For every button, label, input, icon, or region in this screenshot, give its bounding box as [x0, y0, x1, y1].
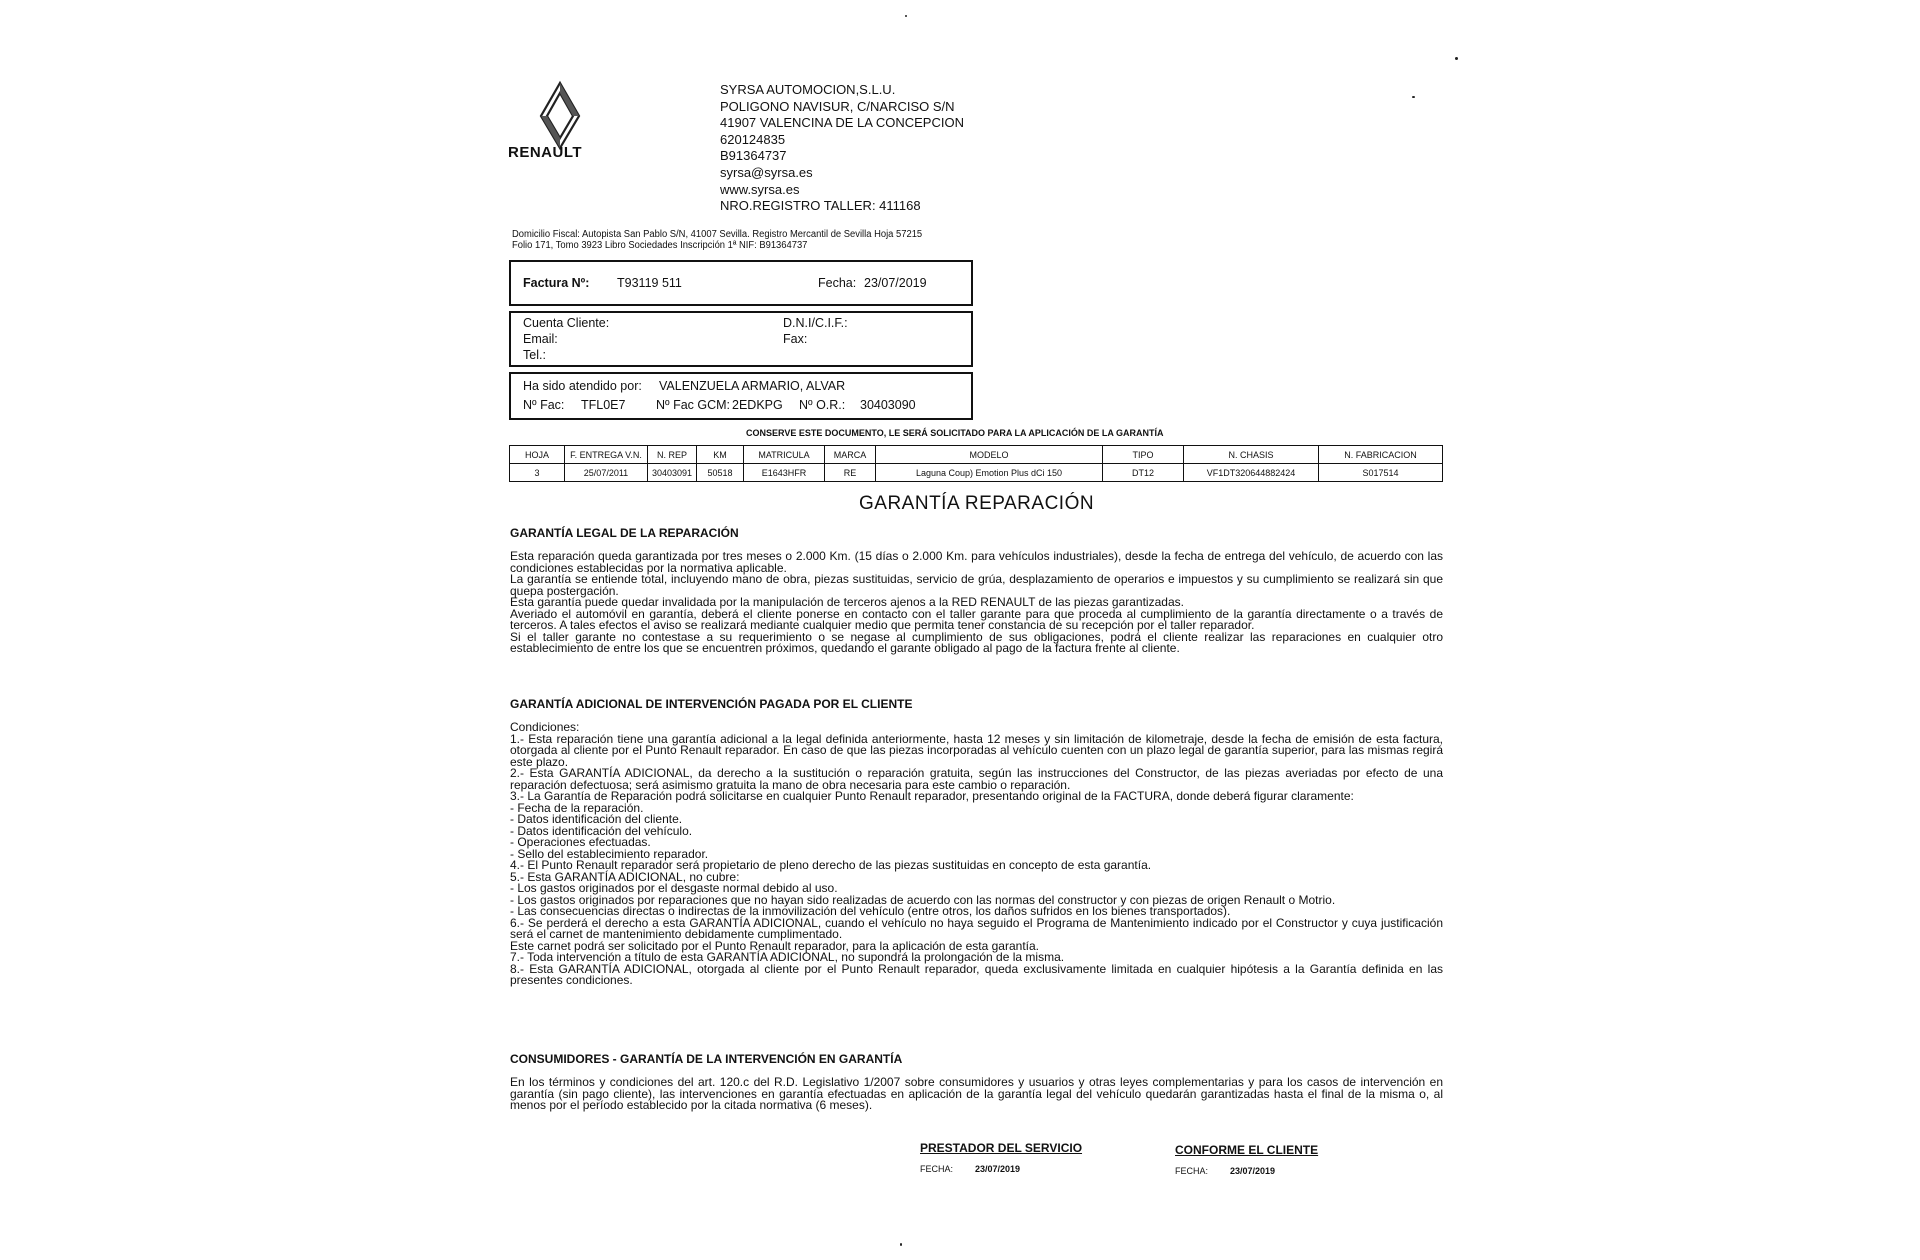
client-tel-label: Tel.: [523, 348, 546, 362]
provider-date-label: FECHA: [920, 1164, 954, 1174]
table-cell-chasis: VF1DT320644882424 [1184, 464, 1319, 482]
paragraph: 3.- La Garantía de Reparación podrá solicitarse en cualquier Punto Renault reparador, presentando original de la FACTURA, donde deberá figurar claramente: [510, 789, 1354, 803]
gcm-label: Nº Fac GCM: [656, 398, 731, 412]
paragraph: - Los gastos originados por reparaciones que no hayan sido realizadas de acuerdo con las normas del constructor y con piezas de origen Renault o Motrio. [510, 892, 1336, 907]
company-city: 41907 VALENCINA DE LA CONCEPCION [720, 115, 964, 131]
paragraph: Esta garantía puede quedar invalidada por la manipulación de terceros ajenos a la RED RENAULT de las piezas garantizadas. [510, 595, 1184, 609]
client-dni-label: D.N.I/C.I.F.: [783, 316, 848, 330]
paragraph: Si el taller garante no contestase a su requerimiento o se negase al cumplimiento de sus obligaciones, podrá el cliente realizar las reparaciones en cualquier otro establecimiento de entre los que se encuentren próximos, quedando el garante obligado al pago de la factura frente al cliente. [510, 629, 1443, 655]
scan-speck [900, 1243, 902, 1246]
table-cell-fabricacion: S017514 [1319, 464, 1443, 482]
company-name: SYRSA AUTOMOCION,S.L.U. [720, 82, 896, 97]
or-label: Nº O.R.: [799, 398, 846, 412]
invoice-number-label: Factura Nº: [523, 276, 590, 290]
section-title-legal: GARANTÍA LEGAL DE LA REPARACIÓN [510, 526, 739, 540]
page-title: GARANTÍA REPARACIÓN [859, 493, 1095, 514]
company-details [720, 82, 964, 215]
client-date-label: FECHA: [1175, 1166, 1209, 1176]
scan-speck [905, 15, 907, 17]
paragraph: 7.- Toda intervención a título de esta GARANTÍA ADICIONAL, no supondrá la prolongación de la misma. [510, 950, 1065, 964]
paragraph: - Datos identificación del vehículo. [510, 823, 693, 838]
table-cell-modelo: Laguna Coup) Emotion Plus dCi 150 [876, 464, 1103, 482]
section-title-additional: GARANTÍA ADICIONAL DE INTERVENCIÓN PAGADA POR EL CLIENTE [510, 697, 913, 711]
paragraph: 1.- Esta reparación tiene una garantía adicional a la legal definida anteriormente, hasta 12 meses y sin limitación de kilometraje, desde la fecha de emisión de esta factura, otorgada al cliente por el Punto Renault reparador. En caso de que las piezas incorporadas al vehículo cuenten con un plazo legal de garantía superior, para las mismas regirá este plazo. [510, 731, 1443, 769]
table-header-chasis: N. CHASIS [1184, 446, 1319, 464]
table-header-fabricacion: N. FABRICACION [1319, 446, 1443, 464]
client-fax-label: Fax: [783, 332, 808, 346]
fiscal-line-1: Domicilio Fiscal: Autopista San Pablo S/N, 41007 Sevilla. Registro Mercantil de Sevilla Hoja 57215 [512, 229, 923, 240]
paragraph: - Datos identificación del cliente. [510, 812, 683, 826]
paragraph: Averiado el automóvil en garantía, deberá el cliente ponerse en contacto con el taller garante para que proceda al cumplimiento de la garantía directamente o a través de terceros. A tales efectos el aviso se realizará mediante cualquier medio que permita tener constancia de su recepción por el taller reparador. [510, 606, 1443, 632]
invoice-date-label: Fecha: [818, 276, 857, 290]
table-header-marca: MARCA [825, 446, 876, 464]
paragraph: Condiciones: [510, 720, 580, 734]
client-box [509, 311, 973, 367]
table-header-km: KM [697, 446, 744, 464]
scan-speck [1412, 96, 1415, 98]
paragraph: 5.- Esta GARANTÍA ADICIONAL, no cubre: [510, 869, 740, 884]
invoice-number-value: T93119 511 [617, 276, 682, 290]
company-address: POLIGONO NAVISUR, C/NARCISO S/N [720, 98, 955, 114]
company-email: syrsa@syrsa.es [720, 164, 813, 180]
table-header-hoja: HOJA [510, 446, 565, 464]
scan-speck [1455, 57, 1458, 60]
provider-signature-date [920, 1164, 1020, 1174]
section-title-consumers: CONSUMIDORES - GARANTÍA DE LA INTERVENCIÓN EN GARANTÍA [510, 1052, 903, 1066]
vehicle-table [509, 445, 1443, 482]
paragraph: 8.- Esta GARANTÍA ADICIONAL, otorgada al cliente por el Punto Renault reparador, queda exclusivamente limitada en cualquier hipótesis a la Garantía definida en las presentes condiciones. [510, 961, 1443, 987]
client-email-label: Email: [523, 332, 558, 346]
paragraph: Este carnet podrá ser solicitado por el Punto Renault reparador, para la aplicación de esta garantía. [510, 938, 1039, 953]
paragraph: - Las consecuencias directas o indirectas de la inmovilización del vehículo (entre otros, los daños sufridos en los bienes transportados). [510, 904, 1231, 918]
warranty-notice: CONSERVE ESTE DOCUMENTO, LE SERÁ SOLICITADO PARA LA APLICACIÓN DE LA GARANTÍA [746, 428, 1164, 438]
paragraph: 6.- Se perderá el derecho a esta GARANTÍA ADICIONAL, cuando el vehículo no haya seguido el Programa de Mantenimiento indicado por el Constructor y cuya justificación será el carnet de mantenimiento debidamente cumplimentado. [510, 915, 1443, 941]
paragraph: - Sello del establecimiento reparador. [510, 846, 709, 861]
paragraph: 2.- Esta GARANTÍA ADICIONAL, da derecho a la sustitución o reparación gratuita, según las instrucciones del Constructor, de las piezas averiadas por efecto de una reparación defectuosa; será asimismo gratuita la mano de obra necesaria para este cambio o reparación. [510, 766, 1443, 792]
section-body-legal [510, 551, 1443, 655]
client-signature-label: CONFORME EL CLIENTE [1175, 1143, 1319, 1157]
table-cell-matricula: E1643HFR [744, 464, 825, 482]
fiscal-address [512, 229, 922, 251]
paragraph: - Los gastos originados por el desgaste normal debido al uso. [510, 881, 838, 895]
table-header-nrep: N. REP [648, 446, 697, 464]
nfac-label: Nº Fac: [523, 398, 565, 412]
provider-date-value: 23/07/2019 [975, 1164, 1021, 1174]
table-header-modelo: MODELO [876, 446, 1103, 464]
paragraph: - Fecha de la reparación. [510, 800, 644, 815]
table-cell-marca: RE [825, 464, 876, 482]
or-value: 30403090 [860, 398, 916, 412]
table-header-entrega: F. ENTREGA V.N. [565, 446, 648, 464]
table-header-tipo: TIPO [1103, 446, 1184, 464]
company-phone: 620124835 [720, 131, 786, 147]
paragraph: En los términos y condiciones del art. 120.c del R.D. Legislativo 1/2007 sobre consumidores y usuarios y otras leyes complementarias y para los casos de intervención en garantía (sin pago cliente), las intervenciones en garantía efectuadas en aplicación de la garantía legal del vehículo quedarán garantizadas hasta el final de la misma o, al menos por el período establecido por la citada normativa (6 meses). [510, 1075, 1443, 1112]
gcm-value: 2EDKPG [732, 398, 783, 412]
provider-signature-label: PRESTADOR DEL SERVICIO [920, 1141, 1083, 1155]
table-cell-nrep: 30403091 [648, 464, 697, 482]
table-cell-hoja: 3 [510, 464, 565, 482]
client-date-value: 23/07/2019 [1230, 1166, 1276, 1176]
table-cell-entrega: 25/07/2011 [565, 464, 648, 482]
company-registry: NRO.REGISTRO TALLER: 411168 [720, 198, 921, 214]
nfac-value: TFL0E7 [581, 398, 626, 412]
table-cell-tipo: DT12 [1103, 464, 1184, 482]
paragraph: - Operaciones efectuadas. [510, 835, 651, 849]
attended-box [509, 372, 973, 420]
fiscal-line-2: Folio 171, Tomo 3923 Libro Sociedades Inscripción 1ª NIF: B91364737 [512, 240, 808, 251]
invoice-number-box [509, 260, 973, 306]
vehicle-table-header-row [510, 446, 1443, 464]
table-row [510, 464, 1443, 482]
attended-value: VALENZUELA ARMARIO, ALVAR [659, 379, 846, 393]
client-signature-date [1175, 1166, 1275, 1176]
paragraph: Esta reparación queda garantizada por tres meses o 2.000 Km. (15 días o 2.000 Km. para vehículos industriales), desde la fecha de entrega del vehículo, de acuerdo con las condiciones establecidas por la normativa aplicable. [510, 549, 1443, 575]
company-cif: B91364737 [720, 148, 787, 164]
table-header-matricula: MATRICULA [744, 446, 825, 464]
section-body-additional [510, 722, 1443, 987]
paragraph: 4.- El Punto Renault reparador será propietario de pleno derecho de las piezas sustituidas en concepto de esta garantía. [510, 858, 1152, 872]
invoice-date-value: 23/07/2019 [864, 276, 927, 290]
table-cell-km: 50518 [697, 464, 744, 482]
section-body-consumers [510, 1077, 1443, 1112]
company-website: www.syrsa.es [720, 181, 800, 197]
paragraph: La garantía se entiende total, incluyendo mano de obra, piezas sustituidas, servicio de grúa, desplazamiento de operarios e impuestos y su cumplimiento se realizará sin que quepa postergación. [510, 572, 1443, 598]
attended-label: Ha sido atendido por: [523, 379, 642, 393]
client-account-label: Cuenta Cliente: [523, 316, 610, 330]
brand-name: RENAULT [508, 144, 583, 161]
